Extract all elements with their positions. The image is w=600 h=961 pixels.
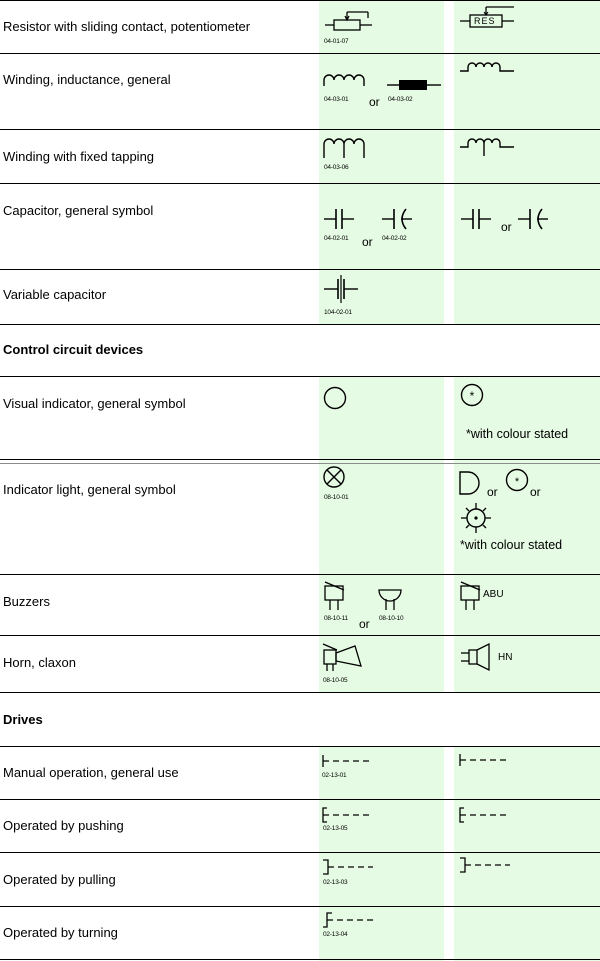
rule	[0, 906, 600, 907]
tapped-inductor-symbol	[322, 136, 370, 162]
symbol-code: 04-02-01	[324, 235, 349, 242]
symbol-code: 04-03-06	[324, 164, 349, 171]
capacitor-polarized-symbol	[380, 206, 414, 232]
variable-capacitor-symbol	[322, 274, 366, 304]
symbol-code: 04-03-02	[388, 96, 413, 103]
inductor-symbol	[322, 72, 370, 92]
potentiometer-symbol	[322, 6, 382, 36]
rule	[0, 0, 600, 1]
push-operation-symbol	[321, 806, 371, 824]
colour-note: *with colour stated	[466, 427, 569, 441]
symbol-code: 02-13-05	[323, 825, 348, 832]
symbol-code: 08-10-05	[323, 677, 348, 684]
rule	[0, 269, 600, 270]
rule	[0, 852, 600, 853]
rule	[0, 635, 600, 636]
section-title-control: Control circuit devices	[3, 342, 144, 357]
res-abbrev: RES	[474, 16, 496, 26]
symbol-code: 02-13-04	[323, 931, 348, 938]
row-label: Capacitor, general symbol	[3, 203, 154, 218]
alt-column-drives	[454, 746, 600, 961]
or-text: or	[359, 617, 370, 631]
or-text: or	[530, 485, 541, 499]
manual-operation-symbol	[321, 753, 371, 769]
lamp-d-symbol	[458, 470, 484, 496]
asterisk-mark: *	[469, 389, 475, 403]
lamp-rays-symbol	[459, 502, 493, 534]
row-label: Buzzers	[3, 594, 50, 609]
capacitor-symbol	[322, 206, 356, 232]
lamp-circle-symbol	[505, 468, 531, 494]
indicator-light-symbol	[322, 465, 348, 491]
inductor-alt-symbol	[458, 60, 518, 76]
row-label: Winding with fixed tapping	[3, 149, 155, 164]
manual-operation-alt-symbol	[458, 752, 508, 768]
row-label: Winding, inductance, general	[3, 72, 171, 87]
hn-abbrev: HN	[498, 652, 513, 663]
abu-abbrev: ABU	[483, 589, 504, 600]
symbol-code: 08-10-10	[379, 615, 404, 622]
rule	[0, 692, 600, 693]
symbol-code: 08-10-11	[324, 615, 348, 622]
rule	[0, 183, 600, 184]
or-text: or	[501, 220, 512, 234]
symbol-code: 08-10-01	[324, 494, 349, 501]
capacitor-alt-symbol	[459, 206, 493, 232]
row-label: Manual operation, general use	[3, 765, 179, 780]
row-label: Operated by turning	[3, 925, 118, 940]
rule	[0, 574, 600, 575]
section-title-drives: Drives	[3, 712, 43, 727]
symbol-code: 04-01-07	[324, 38, 349, 45]
horn-symbol	[321, 642, 365, 672]
rule	[0, 53, 600, 54]
symbol-code: 02-13-01	[322, 772, 347, 779]
push-operation-alt-symbol	[458, 806, 508, 824]
row-label: Operated by pulling	[3, 872, 116, 887]
rule	[0, 799, 600, 800]
or-text: or	[369, 95, 380, 109]
horn-alt-symbol	[459, 643, 495, 671]
rule	[0, 959, 600, 960]
or-text: or	[487, 485, 498, 499]
asterisk-mark: *	[514, 476, 520, 488]
rule	[0, 463, 600, 464]
symbol-code: 04-03-01	[324, 96, 349, 103]
visual-indicator-symbol	[322, 385, 350, 413]
inductor-filled-symbol	[385, 76, 445, 94]
rule	[0, 129, 600, 130]
visual-indicator-alt-symbol	[459, 382, 487, 410]
buzzer-dome-symbol	[377, 586, 405, 612]
row-label: Horn, claxon	[3, 655, 76, 670]
row-label: Variable capacitor	[3, 287, 107, 302]
row-label: Visual indicator, general symbol	[3, 396, 186, 411]
capacitor-polarized-alt-symbol	[516, 206, 550, 232]
alt-column-upper	[454, 0, 600, 324]
pull-operation-alt-symbol	[458, 856, 512, 874]
row-label: Operated by pushing	[3, 818, 124, 833]
colour-note: *with colour stated	[460, 538, 563, 552]
tapped-inductor-alt-symbol	[458, 136, 520, 162]
rule	[0, 459, 600, 460]
symbol-code: 04-02-02	[382, 235, 407, 242]
rule	[0, 324, 600, 325]
row-label: Indicator light, general symbol	[3, 482, 176, 497]
buzzer-symbol	[322, 580, 348, 612]
row-label: Resistor with sliding contact, potentiometer	[3, 19, 251, 34]
buzzer-alt-symbol	[458, 580, 484, 612]
symbol-code: 02-13-03	[323, 879, 348, 886]
rule	[0, 746, 600, 747]
or-text: or	[362, 235, 373, 249]
turn-operation-symbol	[321, 911, 375, 929]
rule	[0, 376, 600, 377]
pull-operation-symbol	[321, 858, 375, 876]
symbol-code: 104-02-01	[324, 309, 352, 316]
